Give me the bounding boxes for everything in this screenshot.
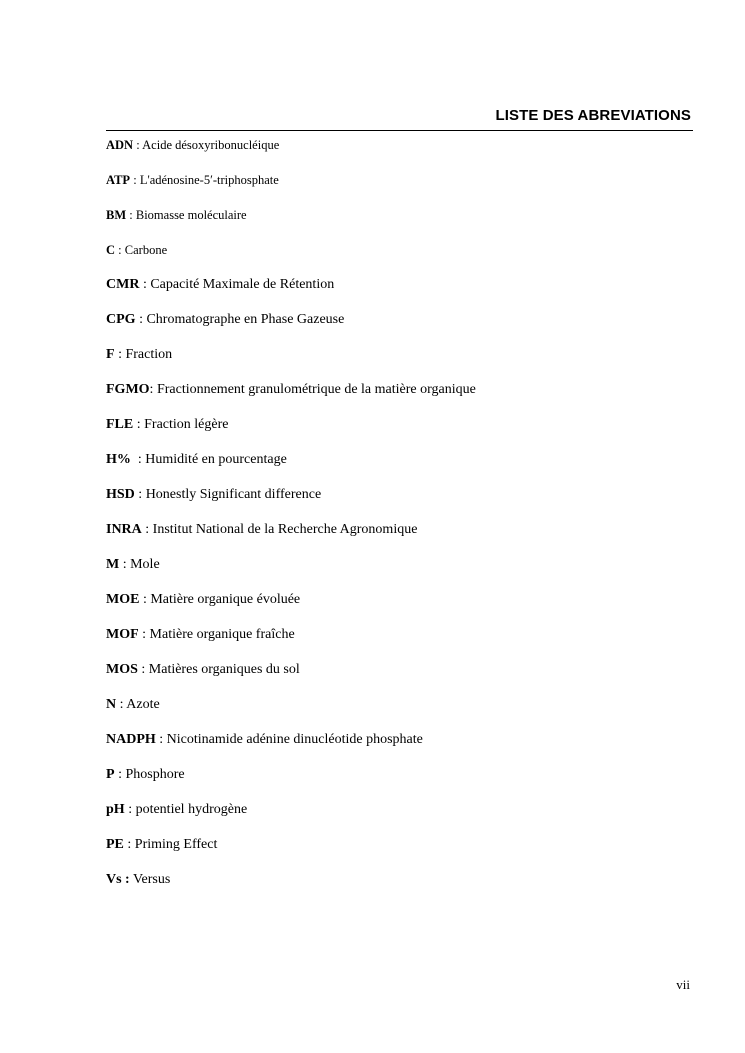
abbreviation-separator: :	[114, 347, 126, 362]
abbreviation-definition: Versus	[132, 872, 171, 887]
abbreviation-separator: :	[116, 697, 127, 712]
abbreviation-item-m	[106, 557, 696, 592]
abbreviation-separator: :	[130, 452, 146, 467]
abbreviation-term: Vs :	[106, 872, 130, 887]
abbreviation-item-vs	[106, 872, 696, 907]
abbreviation-term: INRA	[106, 522, 142, 537]
abbreviation-item-mof	[106, 627, 696, 662]
abbreviation-item-n	[106, 697, 696, 732]
abbreviation-term: C	[106, 243, 116, 257]
abbreviation-definition: Chromatographe en Phase Gazeuse	[146, 312, 345, 327]
abbreviation-separator: :	[133, 138, 143, 152]
abbreviation-term: PE	[106, 837, 124, 852]
abbreviation-definition: Honestly Significant difference	[145, 487, 322, 502]
abbreviation-separator: :	[138, 627, 150, 642]
page-title: LISTE DES ABREVIATIONS	[495, 107, 691, 124]
page-number: vii	[676, 977, 690, 992]
header-divider	[106, 130, 693, 131]
abbreviation-item-cpg	[106, 312, 696, 347]
abbreviation-item-p	[106, 767, 696, 802]
abbreviation-term: ADN	[106, 138, 134, 152]
abbreviation-separator: :	[134, 487, 146, 502]
abbreviation-item-moe	[106, 592, 696, 627]
abbreviation-term: NADPH	[106, 732, 156, 747]
abbreviation-definition: Azote	[126, 697, 160, 712]
abbreviation-list	[106, 137, 696, 907]
abbreviation-definition: Fraction légère	[144, 417, 229, 432]
abbreviation-definition: Priming Effect	[134, 837, 218, 852]
abbreviation-term: CPG	[106, 312, 136, 327]
abbreviation-separator: :	[119, 557, 131, 572]
abbreviation-definition: Biomasse moléculaire	[135, 208, 247, 222]
abbreviation-item-pe	[106, 837, 696, 872]
abbreviation-term: M	[106, 557, 120, 572]
abbreviation-item-nadph	[106, 732, 696, 767]
abbreviation-definition: Mole	[130, 557, 160, 572]
abbreviation-item-adn	[106, 137, 696, 172]
abbreviation-term: H%	[106, 452, 131, 467]
abbreviation-term: pH	[106, 802, 125, 817]
abbreviation-item-hsd	[106, 487, 696, 522]
abbreviation-definition: Acide désoxyribonucléique	[142, 138, 280, 152]
abbreviation-definition: Matière organique fraîche	[149, 627, 295, 642]
abbreviation-definition: potentiel hydrogène	[135, 802, 248, 817]
abbreviation-item-f	[106, 347, 696, 382]
abbreviation-term: MOE	[106, 592, 140, 607]
abbreviation-definition: Phosphore	[125, 767, 185, 782]
abbreviation-separator: :	[133, 417, 145, 432]
abbreviation-item-h-percent	[106, 452, 696, 487]
abbreviation-term: CMR	[106, 277, 140, 292]
abbreviation-separator: :	[135, 312, 147, 327]
abbreviation-separator: :	[126, 208, 136, 222]
abbreviation-item-bm	[106, 207, 696, 242]
abbreviation-item-fgmo	[106, 382, 696, 417]
abbreviation-separator: :	[139, 277, 151, 292]
abbreviation-term: BM	[106, 208, 127, 222]
abbreviation-item-mos	[106, 662, 696, 697]
abbreviation-definition: Fraction	[125, 347, 173, 362]
abbreviation-definition: Capacité Maximale de Rétention	[150, 277, 335, 292]
abbreviation-definition: Fractionnement granulométrique de la matière organique	[156, 382, 476, 397]
abbreviation-term: FGMO	[106, 382, 150, 397]
abbreviation-definition: Matières organiques du sol	[148, 662, 300, 677]
abbreviation-item-cmr	[106, 277, 696, 312]
abbreviation-term: P	[106, 767, 115, 782]
abbreviation-term: F	[106, 347, 115, 362]
abbreviation-separator: :	[123, 837, 135, 852]
abbreviation-separator: :	[155, 732, 167, 747]
abbreviation-definition: L'adénosine-5′-triphosphate	[139, 173, 279, 187]
abbreviation-separator: :	[130, 173, 140, 187]
abbreviation-definition: Institut National de la Recherche Agronomique	[152, 522, 418, 537]
abbreviation-term: MOS	[106, 662, 138, 677]
abbreviation-separator: :	[139, 592, 151, 607]
abbreviation-item-atp	[106, 172, 696, 207]
abbreviation-term: ATP	[106, 173, 131, 187]
abbreviation-item-inra	[106, 522, 696, 557]
abbreviation-separator: :	[115, 243, 125, 257]
abbreviation-term: HSD	[106, 487, 135, 502]
abbreviation-separator: :	[137, 662, 149, 677]
abbreviation-term: MOF	[106, 627, 139, 642]
abbreviation-definition: Humidité en pourcentage	[145, 452, 287, 467]
abbreviation-separator: :	[114, 767, 126, 782]
abbreviation-term: FLE	[106, 417, 134, 432]
abbreviation-separator: :	[141, 522, 153, 537]
abbreviation-item-ph	[106, 802, 696, 837]
abbreviation-definition: Nicotinamide adénine dinucléotide phosphate	[166, 732, 423, 747]
abbreviation-term: N	[106, 697, 117, 712]
abbreviation-separator: :	[124, 802, 136, 817]
abbreviation-separator: :	[149, 382, 157, 397]
abbreviation-item-c	[106, 242, 696, 277]
abbreviation-item-fle	[106, 417, 696, 452]
abbreviation-definition: Carbone	[124, 243, 168, 257]
abbreviation-definition: Matière organique évoluée	[150, 592, 301, 607]
